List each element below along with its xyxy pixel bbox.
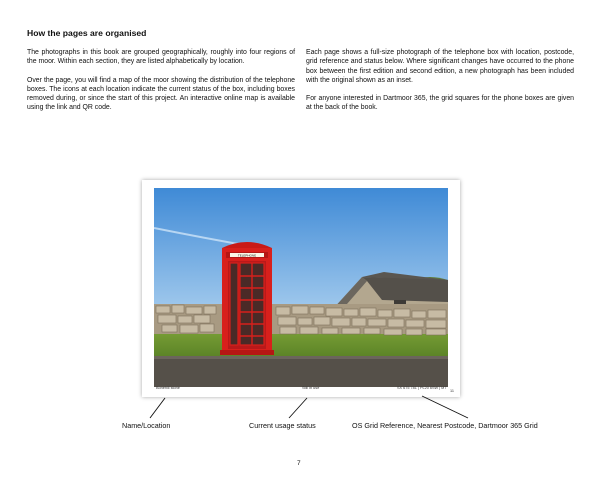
svg-text:TELEPHONE: TELEPHONE: [237, 253, 257, 258]
paragraph-map: Over the page, you will find a map of the moor showing the distribution of the telephone boxes. The icons at each location indicate the current status of the box, including boxes removed during, or since the start of this project. An interactive online map is available using the link and QR code.: [27, 76, 295, 112]
location-caption: Bonehill stone: [156, 386, 180, 390]
paragraph-page-layout: Each page shows a full-size photograph of the telephone box with location, postcode, grid reference and status below. Where significant changes have occurred to the phone box between the first edition and second edition, a new photograph has been included with the original shown as an inset.: [306, 49, 574, 84]
callout-name-location: Name/Location: [122, 421, 171, 430]
callout-usage-status: Current usage status: [249, 421, 316, 430]
name-callout-line: [150, 398, 165, 418]
road: [154, 358, 448, 387]
callout-grid-reference: OS Grid Reference, Nearest Postcode, Dartmoor 365 Grid: [352, 421, 538, 430]
paragraph-regions: The photographs in this book are grouped geographically, roughly into four regions of the moor. Within each section, they are listed alphabetically by location.: [27, 49, 295, 66]
grid-reference-caption: SX 675 781 | PL20 6SW | M7: [397, 386, 447, 390]
example-page-number: 11: [450, 389, 454, 393]
page-heading: How the pages are organised: [27, 28, 147, 38]
paragraph-dartmoor-365: For anyone interested in Dartmoor 365, the grid squares for the phone boxes are given at the back of the book.: [306, 95, 574, 112]
telephone-box-photo: [154, 188, 448, 387]
grid-callout-line: [422, 396, 468, 418]
right-column: [306, 48, 574, 122]
status-caption: Still in use: [302, 386, 320, 390]
example-page-card: [142, 180, 460, 397]
stone-wall: [154, 304, 448, 335]
page-number: 7: [297, 460, 301, 467]
red-telephone-box: [220, 242, 274, 355]
status-callout-line: [289, 398, 307, 418]
left-column: [27, 48, 295, 122]
